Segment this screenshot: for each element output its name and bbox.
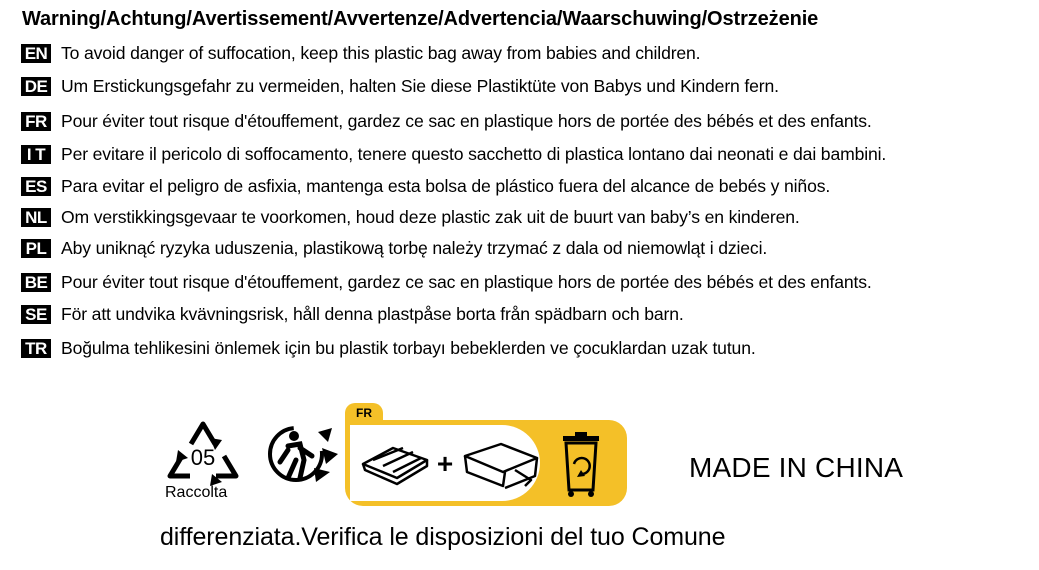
plastic-tray-icon <box>363 448 427 484</box>
person-disposing-icon <box>266 420 344 488</box>
raccolta-label: Raccolta <box>165 484 228 501</box>
triman-icons <box>355 430 625 500</box>
warning-row-es <box>21 173 830 199</box>
warning-row-it <box>21 141 886 167</box>
language-badge: PL <box>21 239 51 258</box>
warning-text: To avoid danger of suffocation, keep this plastic bag away from babies and children. <box>61 42 701 63</box>
language-badge: I T <box>21 145 51 164</box>
language-badge: TR <box>21 339 51 358</box>
fr-label: FR <box>345 403 383 425</box>
warning-text: Para evitar el peligro de asfixia, mantenga esta bolsa de plástico fuera del alcance de bebés y niños. <box>61 175 831 196</box>
warning-text: Om verstikkingsgevaar te voorkomen, houd deze plastic zak uit de buurt van baby’s en kinderen. <box>61 206 800 227</box>
language-badge: FR <box>21 112 51 131</box>
cardboard-box-icon <box>465 444 537 488</box>
language-badge: BE <box>21 273 51 292</box>
warning-row-nl <box>21 204 800 230</box>
warning-text: Per evitare il pericolo di soffocamento, tenere questo sacchetto di plastica lontano dai neonati e dai bambini. <box>61 143 887 164</box>
warning-row-se <box>21 301 684 327</box>
recycling-bin-icon <box>563 432 599 497</box>
warning-text: För att undvika kvävningsrisk, håll denna plastpåse borta från spädbarn och barn. <box>61 303 684 324</box>
warning-text: Um Erstickungsgefahr zu vermeiden, halten Sie diese Plastiktüte von Babys und Kindern fern. <box>61 75 779 96</box>
language-badge: NL <box>21 208 51 227</box>
warning-row-tr <box>21 335 756 361</box>
warning-row-fr <box>21 108 872 134</box>
made-in-label: MADE IN CHINA <box>689 452 904 483</box>
warning-row-de <box>21 73 779 99</box>
language-badge: DE <box>21 77 51 96</box>
language-badge: SE <box>21 305 51 324</box>
warning-text: Pour éviter tout risque d'étouffement, gardez ce sac en plastique hors de portée des bébés et des enfants. <box>61 271 872 292</box>
warning-text: Aby uniknąć ryzyka uduszenia, plastikową torbę należy trzymać z dala od niemowląt i dzieci. <box>61 237 768 258</box>
warning-row-be <box>21 269 872 295</box>
warning-row-pl <box>21 235 767 261</box>
language-badge: EN <box>21 44 51 63</box>
language-badge: ES <box>21 177 51 196</box>
recycling-code: 05 <box>190 445 216 470</box>
warning-title: Warning/Achtung/Avertissement/Avvertenze/Advertencia/Waarschuwing/Ostrzeżenie <box>22 8 819 30</box>
warning-text: Boğulma tehlikesini önlemek için bu plastik torbayı bebeklerden ve çocuklardan uzak tutun. <box>61 337 756 358</box>
warning-text: Pour éviter tout risque d'étouffement, gardez ce sac en plastique hors de portée des bébés et des enfants. <box>61 110 872 131</box>
footer-text: differenziata.Verifica le disposizioni del tuo Comune <box>160 523 726 551</box>
warning-row-en <box>21 40 700 66</box>
plus-sign: + <box>436 448 454 479</box>
